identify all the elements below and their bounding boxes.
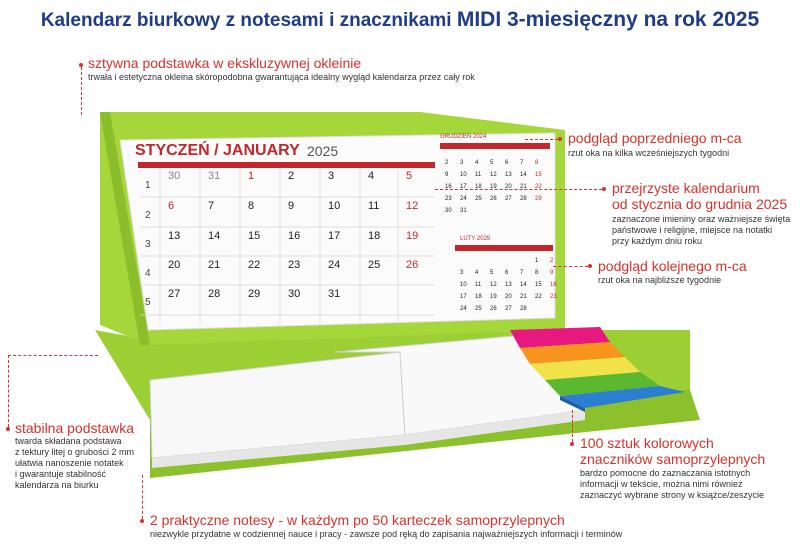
mini-calendar-day: 13 xyxy=(505,172,512,178)
annotation-leader xyxy=(572,410,573,442)
calendar-day: 22 xyxy=(248,259,261,271)
calendar-day: 20 xyxy=(168,259,181,271)
mini-calendar-day: 2 xyxy=(445,160,449,166)
week-number: 5 xyxy=(145,297,151,308)
mini-calendar-day: 16 xyxy=(445,184,452,190)
mini-calendar-day: 3 xyxy=(460,270,464,276)
mini-calendar-day: 22 xyxy=(535,184,542,190)
mini-calendar-day: 27 xyxy=(505,306,512,312)
annotation-leader xyxy=(81,67,82,115)
annotation-markers-heading1: 100 sztuk kolorowych xyxy=(580,435,714,451)
mini-calendar-day: 11 xyxy=(475,282,482,288)
mini-calendar-day: 30 xyxy=(445,208,452,214)
mini-calendar-day: 6 xyxy=(505,160,509,166)
annotation-next-heading: podgląd kolejnego m-ca xyxy=(598,258,747,274)
calendar-year: 2025 xyxy=(307,143,339,159)
mini-calendar-day: 1 xyxy=(535,258,539,264)
mini-calendar-day: 17 xyxy=(460,184,467,190)
annotation-dot xyxy=(558,137,562,141)
week-number: 4 xyxy=(145,268,151,279)
mini-calendar-day: 28 xyxy=(520,196,527,202)
prev-mini-bar xyxy=(440,143,550,149)
annotation-calendar-heading2: od stycznia do grudnia 2025 xyxy=(612,196,788,212)
mini-calendar-day: 8 xyxy=(535,270,539,276)
prev-mini-title: GRUDZIEŃ 2024 xyxy=(440,134,487,140)
calendar-day: 6 xyxy=(168,200,175,212)
mini-calendar-day: 20 xyxy=(505,184,512,190)
annotation-stand-heading: stabilna podstawka xyxy=(15,420,135,436)
mini-calendar-day: 5 xyxy=(490,160,494,166)
calendar-day: 28 xyxy=(208,288,221,300)
mini-calendar-day: 7 xyxy=(520,160,524,166)
calendar-day: 1 xyxy=(248,170,255,182)
mini-calendar-day: 18 xyxy=(475,294,482,300)
calendar-day: 11 xyxy=(368,200,380,212)
calendar-day: 13 xyxy=(168,230,181,242)
next-mini-title: LUTY 2025 xyxy=(460,236,491,242)
mini-calendar-day: 21 xyxy=(520,294,527,300)
week-number: 1 xyxy=(145,180,151,191)
week-number: 2 xyxy=(145,210,151,221)
mini-calendar-day: 9 xyxy=(550,270,554,276)
mini-calendar-day: 6 xyxy=(505,270,509,276)
calendar-day: 23 xyxy=(288,259,301,271)
mini-calendar-day: 8 xyxy=(535,160,539,166)
calendar-day: 30 xyxy=(168,170,181,182)
next-mini-bar xyxy=(455,245,553,251)
annotation-calendar-text: zaznaczone imieniny oraz ważniejsze święta państwowe i religijne, miejsce na notatki przy każdym dniu roku xyxy=(612,214,791,246)
annotation-leader xyxy=(8,355,9,427)
annotation-leader xyxy=(553,266,588,267)
calendar-day: 15 xyxy=(248,230,261,242)
annotation-notepads-text: niezwykle przydatne w codziennej nauce i pracy - zawsze pod ręką do zapisania najważniejszych informacji i terminów xyxy=(150,529,623,539)
mini-calendar-day: 23 xyxy=(550,294,557,300)
mini-calendar-day: 23 xyxy=(445,196,452,202)
calendar-day: 3 xyxy=(328,170,335,182)
mini-calendar-day: 10 xyxy=(460,172,467,178)
mini-calendar-day: 12 xyxy=(490,282,497,288)
calendar-day: 27 xyxy=(168,288,181,300)
annotation-leader xyxy=(8,355,98,356)
calendar-day: 2 xyxy=(288,170,295,182)
annotation-markers-text: bardzo pomocne do zaznaczania istotnych informacji w tekście, można nimi również zaznaczyć wybrane strony w książce/zeszycie xyxy=(580,468,765,500)
annotation-stand-text: twarda składana podstawa z tektury litej o grubości 2 mm ułatwia nanoszenie notatek i gwarantuje stabilność kalendarza na biurku xyxy=(15,436,135,490)
calendar-day: 8 xyxy=(248,200,255,212)
annotation-dot xyxy=(570,442,574,446)
mini-calendar-day: 9 xyxy=(445,172,449,178)
mini-calendar-day: 29 xyxy=(535,196,542,202)
annotation-cover-heading: sztywna podstawka w ekskluzywnej okleinie xyxy=(88,55,362,71)
calendar-day: 31 xyxy=(208,170,221,182)
calendar-day: 19 xyxy=(406,230,419,242)
mini-calendar-day: 7 xyxy=(520,270,524,276)
calendar-day: 10 xyxy=(328,200,341,212)
mini-calendar-day: 16 xyxy=(550,282,557,288)
calendar-day: 21 xyxy=(208,259,221,271)
mini-calendar-day: 17 xyxy=(460,294,467,300)
mini-calendar-day: 18 xyxy=(475,184,482,190)
calendar-day: 24 xyxy=(328,259,341,271)
annotation-calendar-heading1: przejrzyste kalendarium xyxy=(612,180,760,196)
annotation-dot xyxy=(6,427,10,431)
calendar-month: STYCZEŃ / JANUARY xyxy=(135,142,300,159)
annotation-prev-heading: podgląd poprzedniego m-ca xyxy=(568,130,742,146)
calendar-day: 31 xyxy=(328,288,341,300)
mini-calendar-day: 3 xyxy=(460,160,464,166)
mini-calendar-day: 26 xyxy=(490,306,497,312)
calendar-day: 17 xyxy=(328,230,341,242)
mini-calendar-day: 27 xyxy=(505,196,512,202)
calendar-day: 26 xyxy=(406,259,419,271)
mini-calendar-day: 15 xyxy=(535,282,542,288)
mini-calendar-day: 25 xyxy=(475,196,482,202)
annotation-markers-heading2: znaczników samoprzylepnych xyxy=(580,451,766,467)
mini-calendar-day: 22 xyxy=(535,294,542,300)
mini-calendar-day: 14 xyxy=(520,282,527,288)
mini-calendar-day: 4 xyxy=(475,160,479,166)
mini-calendar-day: 13 xyxy=(505,282,512,288)
mini-calendar-day: 2 xyxy=(550,258,554,264)
calendar-day: 9 xyxy=(288,200,295,212)
calendar-day: 14 xyxy=(208,230,221,242)
calendar-day: 25 xyxy=(368,259,381,271)
mini-calendar-day: 15 xyxy=(535,172,542,178)
annotation-leader xyxy=(142,475,143,519)
annotation-leader xyxy=(525,139,558,140)
mini-calendar-day: 26 xyxy=(490,196,497,202)
mini-calendar-day: 20 xyxy=(505,294,512,300)
calendar-day: 12 xyxy=(406,200,419,212)
calendar-day: 7 xyxy=(208,200,215,212)
mini-calendar-day: 4 xyxy=(475,270,479,276)
mini-calendar-day: 10 xyxy=(460,282,467,288)
mini-calendar-day: 25 xyxy=(475,306,482,312)
mini-calendar-day: 14 xyxy=(520,172,527,178)
annotation-next-text: rzut oka na najbliższe tygodnie xyxy=(598,275,722,285)
annotation-dot xyxy=(602,187,606,191)
mini-calendar-day: 21 xyxy=(520,184,527,190)
calendar-header-bar xyxy=(138,162,435,168)
mini-calendar-day: 19 xyxy=(490,184,497,190)
week-number: 3 xyxy=(145,239,151,250)
annotation-dot xyxy=(588,264,592,268)
annotation-prev-text: rzut oka na kilka wcześniejszych tygodni xyxy=(568,148,730,158)
annotation-dot xyxy=(140,519,144,523)
annotation-leader xyxy=(435,189,602,190)
mini-calendar-day: 24 xyxy=(460,306,467,312)
mini-calendar-day: 11 xyxy=(475,172,482,178)
calendar-day: 16 xyxy=(288,230,301,242)
mini-calendar-day: 28 xyxy=(520,306,527,312)
calendar-day: 5 xyxy=(406,170,413,182)
mini-calendar-day: 31 xyxy=(460,208,467,214)
annotation-notepads-heading: 2 praktyczne notesy - w każdym po 50 karteczek samoprzylepnych xyxy=(150,512,565,528)
calendar-day: 29 xyxy=(248,288,261,300)
calendar-day: 18 xyxy=(368,230,381,242)
mini-calendar-day: 24 xyxy=(460,196,467,202)
annotation-cover-text: trwała i estetyczna okleina skóropodobna gwarantująca idealny wygląd kalendarza przez cały rok xyxy=(88,72,475,82)
mini-calendar-day: 19 xyxy=(490,294,497,300)
calendar-day: 30 xyxy=(288,288,301,300)
mini-calendar-day: 12 xyxy=(490,172,497,178)
calendar-day: 4 xyxy=(368,170,375,182)
mini-calendar-day: 5 xyxy=(490,270,494,276)
page-title: Kalendarz biurkowy z notesami i znacznikami MIDI 3-miesięczny na rok 2025 xyxy=(40,8,760,31)
